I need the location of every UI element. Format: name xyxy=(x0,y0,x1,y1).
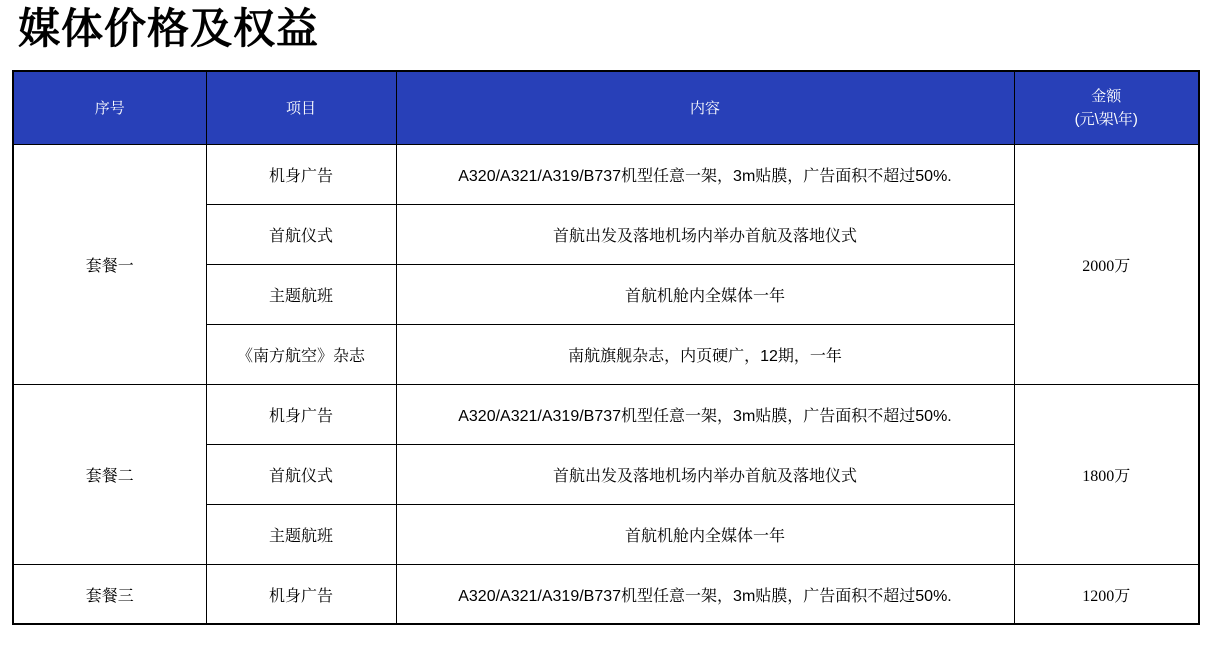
header-cell-amount xyxy=(1014,71,1199,144)
row-content: 首航机舱内全媒体一年 xyxy=(396,264,1014,324)
media-price-table xyxy=(12,70,1200,625)
row-content: 首航出发及落地机场内举办首航及落地仪式 xyxy=(396,204,1014,264)
row-content: 南航旗舰杂志，内页硬广，12期，一年 xyxy=(396,324,1014,384)
row-item: 首航仪式 xyxy=(206,444,396,504)
package-3-label: 套餐三 xyxy=(13,564,206,624)
page-title: 媒体价格及权益 xyxy=(18,5,320,52)
table-row xyxy=(13,144,1199,204)
header-row xyxy=(13,71,1199,144)
row-content: 首航机舱内全媒体一年 xyxy=(396,504,1014,564)
package-2-amount: 1800万 xyxy=(1014,384,1199,564)
row-content: A320/A321/A319/B737机型任意一架，3m贴膜，广告面积不超过50%. xyxy=(396,144,1014,204)
row-item: 机身广告 xyxy=(206,564,396,624)
row-item: 主题航班 xyxy=(206,264,396,324)
table-row xyxy=(13,384,1199,444)
row-content: A320/A321/A319/B737机型任意一架，3m贴膜，广告面积不超过50%. xyxy=(396,384,1014,444)
row-item: 主题航班 xyxy=(206,504,396,564)
package-1-amount: 2000万 xyxy=(1014,144,1199,384)
table-row xyxy=(13,564,1199,624)
header-amount-title: 金额 xyxy=(1091,87,1122,105)
header-amount-unit: (元\架\年) xyxy=(1074,111,1138,129)
row-content: A320/A321/A319/B737机型任意一架，3m贴膜，广告面积不超过50%. xyxy=(396,564,1014,624)
header-cell-content: 内容 xyxy=(396,71,1014,144)
package-3-amount: 1200万 xyxy=(1014,564,1199,624)
row-item: 《南方航空》杂志 xyxy=(206,324,396,384)
header-cell-item: 项目 xyxy=(206,71,396,144)
row-item: 机身广告 xyxy=(206,144,396,204)
row-content: 首航出发及落地机场内举办首航及落地仪式 xyxy=(396,444,1014,504)
package-1-label: 套餐一 xyxy=(13,144,206,384)
slide xyxy=(0,4,1210,625)
table-body xyxy=(13,144,1199,624)
header-cell-index: 序号 xyxy=(13,71,206,144)
row-item: 首航仪式 xyxy=(206,204,396,264)
table-header xyxy=(13,71,1199,144)
row-item: 机身广告 xyxy=(206,384,396,444)
package-2-label: 套餐二 xyxy=(13,384,206,564)
